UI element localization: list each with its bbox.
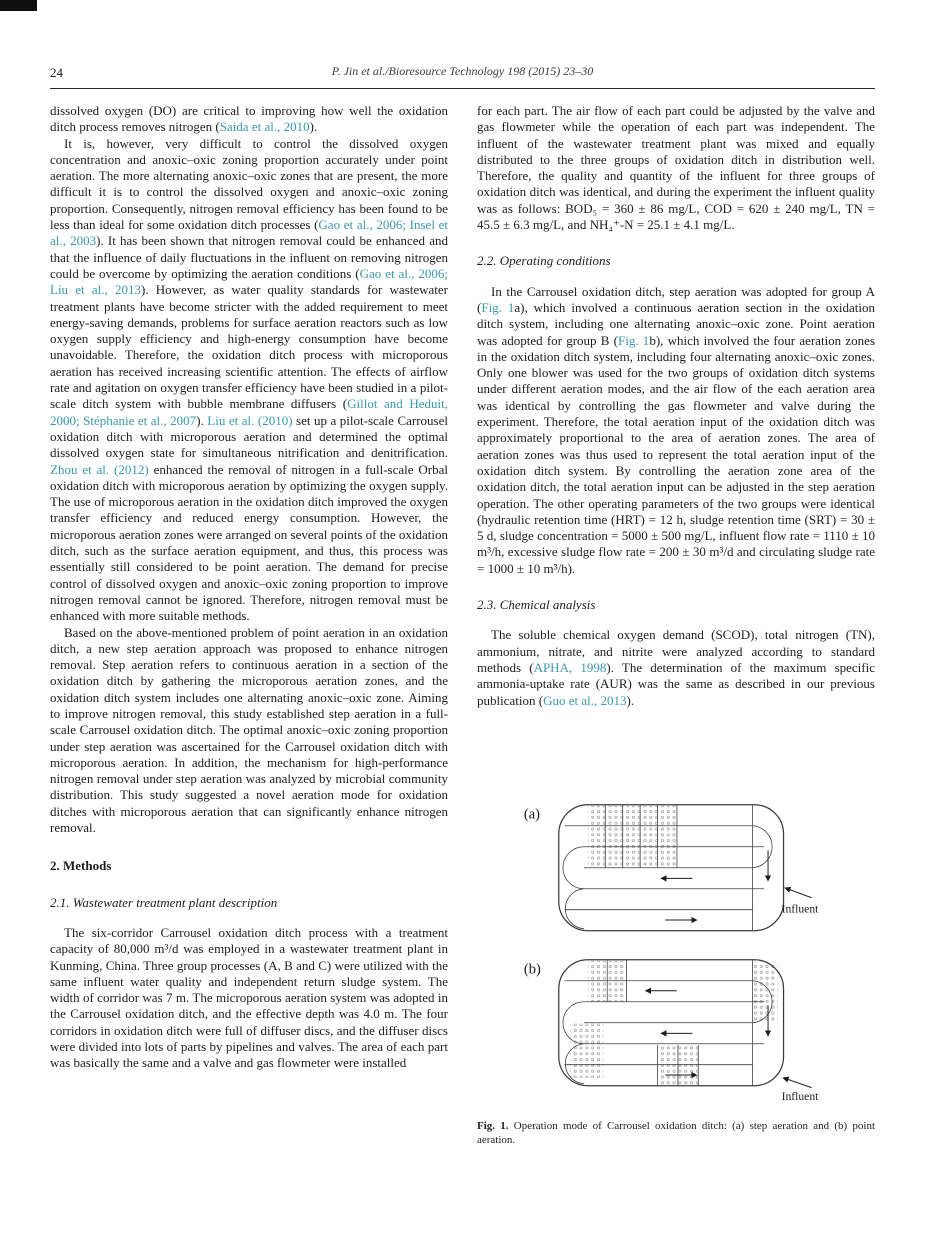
subsection-heading: 2.2. Operating conditions bbox=[477, 253, 611, 269]
right-column bbox=[477, 103, 875, 1147]
text-run: a), which involved a continuous aeration section in the oxidation ditch system, including one alternating anoxic–oxic zone. Point aeration was adopted for group B ( bbox=[477, 299, 875, 348]
page-header bbox=[50, 64, 875, 84]
citation-link[interactable]: Gillot and Heduit, 2000; Stéphanie et al., 2007 bbox=[50, 396, 448, 428]
citation-link[interactable]: Gao et al., 2006; Liu et al., 2013 bbox=[50, 265, 448, 298]
citation-link[interactable]: Guo et al., 2013 bbox=[543, 692, 627, 708]
text-run: b), which involved the four aeration zones in the oxidation ditch system, including four alternating anoxic–oxic zones. Only one blower was used for the two groups of oxidation ditch systems under different aeration modes, and the air flow of the each aeration area was identical by controlling the gas flowmeter and valve during the experiment. Therefore, the total aeration input of the oxidation ditch was approximately proportional to the area of aeration zones. The area of aeration zones was thus used to represent the total aeration input of the oxidation ditch system. By controlling the aeration zone area of the oxidation ditch, the total aeration input can be adjusted in the step aeration operation. The other operating parameters of the two groups were identical (hydraulic retention time (HRT) = 12 h, sludge retention time (SRT) = 30 ± 5 d, sludge concentration = 5000 ± 500 mg/L, influent flow rate = 1110 ± 10 m³/h, excessive sludge flow rate = 200 ± 30 m³/d and circulating sludge rate = 1000 ± 10 m³/h). bbox=[477, 332, 876, 576]
text-run: In the Carrousel oxidation ditch, step aeration was adopted for group A ( bbox=[477, 283, 875, 315]
citation-link[interactable]: Fig. 1 bbox=[481, 299, 515, 315]
paragraph bbox=[477, 284, 875, 577]
text-run: for each part. The air flow of each part could be adjusted by the valve and gas flowmeter while the operation of each part was independent. The influent of the wastewater treatment plant was mixed and equally distributed to the three groups of oxidation ditch in distribution well. Therefore, the quality and quantity of the influent for three groups of oxidation ditch was identical, and during the experiment the influent quality was as follows: BOD₅ = 360 ± 86 mg/L, COD = 620 ± 240 mg/L, TN = 45.5 ± 6.3 mg/L, and NH₄⁺-N = 25.1 ± 4.1 mg/L. bbox=[477, 103, 875, 233]
text-run: The six-corridor Carrousel oxidation ditch process with a treatment capacity of 80,000 m³/d was employed in a wastewater treatment plant in Kunming, China. Three group processes (A, B and C) were utilized with the same influent water quality and independent return sludge system. The width of corridor was 7 m. The microporous aeration system was adopted in the Carrousel oxidation ditch, and the effective depth was 4.0 m. The four corridors in oxidation ditch were full of diffuser discs, and the diffuser discs were divided into lots of parts by pipelines and valves. The area of each part was basically the same and a valve and gas flowmeter were installed bbox=[50, 924, 448, 1071]
text-run: dissolved oxygen (DO) are critical to improving how well the oxidation ditch process removes nitrogen ( bbox=[50, 103, 448, 135]
figure-caption bbox=[477, 1119, 875, 1147]
panel-b-label: (b) bbox=[523, 961, 541, 978]
header-rule bbox=[50, 88, 875, 89]
figure-caption-text: Operation mode of Carrousel oxidation ditch: (a) step aeration and (b) point aeration. bbox=[477, 1119, 875, 1146]
paragraph bbox=[477, 627, 875, 708]
paragraph bbox=[50, 925, 448, 1072]
citation-link[interactable]: Zhou et al. (2012) bbox=[50, 461, 149, 477]
influent-label-b: Influent bbox=[781, 1090, 819, 1104]
text-run: ). bbox=[309, 119, 318, 135]
text-run: ). bbox=[196, 412, 208, 428]
figure-1b-diagram bbox=[520, 952, 832, 1105]
paragraph bbox=[50, 625, 448, 837]
paragraph bbox=[50, 103, 448, 136]
figure-1a-diagram bbox=[520, 797, 832, 950]
figure-caption-label: Fig. 1. bbox=[477, 1119, 509, 1132]
text-run: Based on the above-mentioned problem of point aeration in an oxidation ditch, a new step aeration approach was proposed to enhance nitrogen removal. Step aeration refers to continuous aeration in a section of the oxidation ditch by gathering the microporous aeration zones, and the oxidation ditch system includes one alternating anoxic–oxic zone. Aiming to improve nitrogen removal, this study established step aeration in a full-scale Carrousel oxidation ditch. The optimal anoxic–oxic zoning proportion under step aeration was ascertained for the Carrousel oxidation ditch with microporous aeration. In addition, the mechanism for high-performance nitrogen removal under step aeration was analyzed by microbial community distribution. This study suggested a novel aeration mode for oxidation ditches with microporous aeration that can significantly enhance nitrogen removal. bbox=[50, 624, 448, 836]
text-run: enhanced the removal of nitrogen in a full-scale Orbal oxidation ditch with microporous aeration by optimizing the oxygen supply. The use of microporous aeration in the oxidation ditch improved the oxygen transfer efficiency and reduced energy consumption. However, the microporous aeration zones were arranged on several points of the oxidation ditch, such as the surface aeration equipment, and thus, this process was essentially still considered to be point aeration. The demand for precise control of dissolved oxygen and anoxic–oxic zoning proportion to improve nitrogen removal cannot be ignored. Therefore, nitrogen removal must be enhanced with more suitable methods. bbox=[50, 461, 448, 624]
text-run: ). However, as water quality standards for wastewater treatment plants have become stricter with the added requirement to meet energy-saving demands, problems for surface aeration reactors such as low oxygen supply efficiency and high-energy consumption have become unavoidable. Therefore, the oxidation ditch process with microporous aeration has received increasing scientific attention. The effects of airflow rate and agitation on oxygen transfer efficiency have been studied in a pilot-scale ditch system with bubble membrane diffusers ( bbox=[50, 282, 448, 412]
scan-artifact bbox=[0, 0, 37, 11]
subsection-heading: 2.3. Chemical analysis bbox=[477, 597, 596, 613]
aeration-zone-dots-a bbox=[588, 806, 677, 867]
paragraph bbox=[477, 103, 875, 233]
figure-1 bbox=[477, 797, 875, 1147]
right-column-text bbox=[477, 103, 875, 709]
figure-1-diagrams bbox=[477, 797, 875, 1105]
text-run: set up a pilot-scale Carrousel oxidation ditch with microporous aeration and determined the optimal dissolved oxygen state for simultaneous nitrification and denitrification. bbox=[50, 412, 448, 461]
influent-label-a: Influent bbox=[781, 902, 819, 916]
section-heading: 2. Methods bbox=[50, 858, 112, 874]
text-run: ). It has been shown that nitrogen removal could be enhanced and that the influence of daily fluctuations in the influent on removing nitrogen could be overcome by optimizing the aeration conditions ( bbox=[50, 233, 449, 281]
citation-link[interactable]: APHA, 1998 bbox=[533, 659, 607, 675]
citation-link[interactable]: Saida et al., 2010 bbox=[219, 119, 310, 135]
left-column bbox=[50, 103, 448, 1147]
citation-link[interactable]: Liu et al. (2010) bbox=[207, 412, 293, 428]
article-body bbox=[50, 103, 875, 1147]
running-head: P. Jin et al./Bioresource Technology 198 (2015) 23–30 bbox=[331, 64, 594, 78]
citation-link[interactable]: Gao et al., 2006; Insel et al., 2003 bbox=[50, 217, 448, 249]
subsection-heading: 2.1. Wastewater treatment plant description bbox=[50, 894, 278, 910]
text-run: It is, however, very difficult to control the dissolved oxygen concentration and anoxic–oxic zoning proportion accurately under point aeration. The more alternating anoxic–oxic zones that are present, the more difficult it is to control the dissolved oxygen and anoxic–oxic zoning proportion. Consequently, nitrogen removal efficiency has been found to be less than ideal for some oxidation ditch processes ( bbox=[50, 135, 448, 233]
text-run: ). The determination of the maximum specific ammonia-uptake rate (AUR) was the same as described in our previous publication ( bbox=[477, 659, 875, 708]
paragraph bbox=[50, 136, 448, 625]
text-run: The soluble chemical oxygen demand (SCOD), total nitrogen (TN), ammonium, nitrate, and nitrite were analyzed according to standard methods ( bbox=[477, 627, 875, 675]
citation-link[interactable]: Fig. 1 bbox=[617, 332, 650, 348]
page-number: 24 bbox=[50, 65, 63, 80]
text-run: ). bbox=[626, 692, 635, 708]
panel-a-label: (a) bbox=[523, 806, 541, 823]
